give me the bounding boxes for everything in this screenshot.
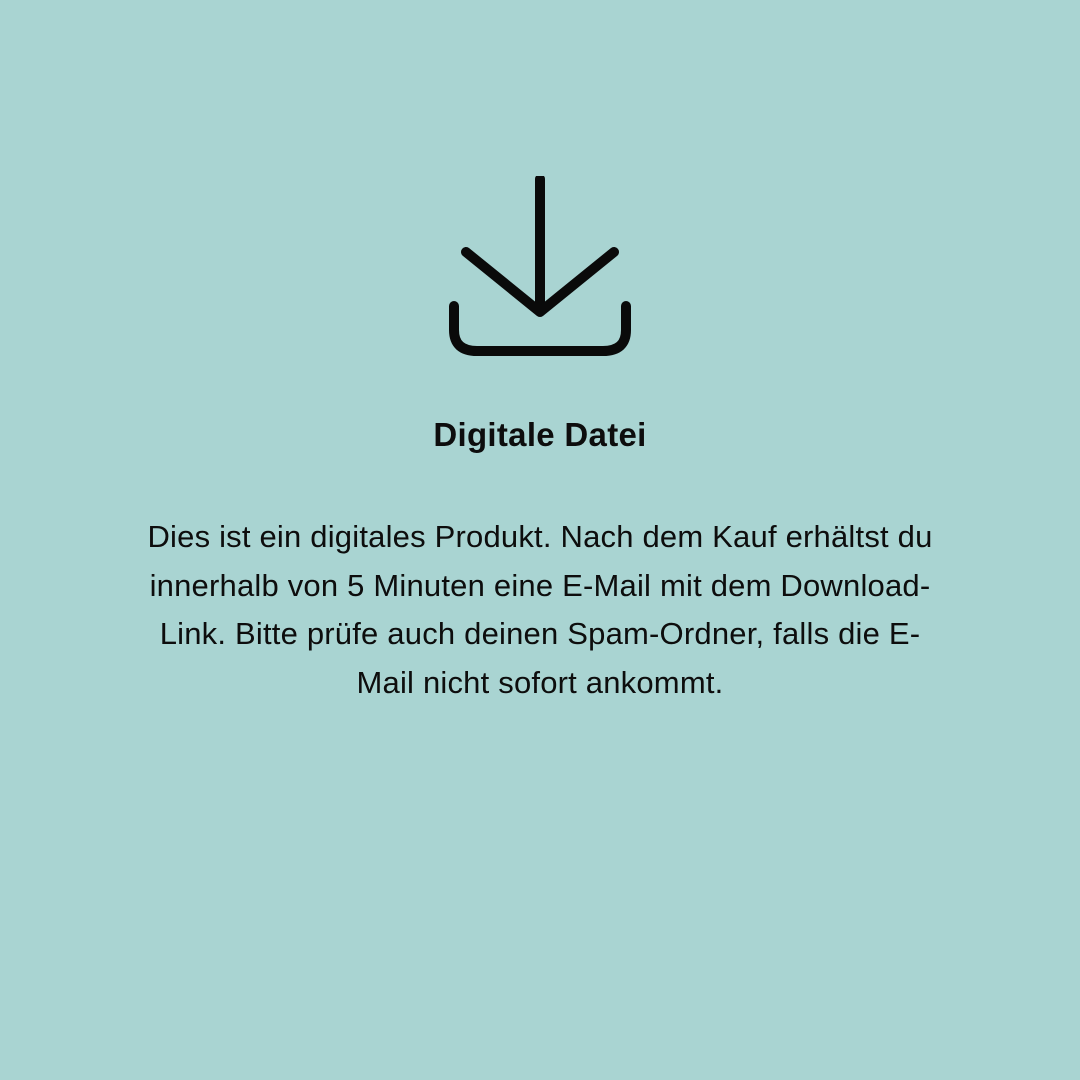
body-line: Mail nicht sofort ankommt. xyxy=(356,664,724,700)
body-line: Link. Bitte prüfe auch deinen Spam-Ordner, falls die E- xyxy=(159,616,921,651)
download-icon-svg xyxy=(449,176,631,358)
card-title: Digitale Datei xyxy=(433,416,647,453)
body-line: innerhalb von 5 Minuten eine E-Mail mit dem Download- xyxy=(149,567,931,603)
body-line: Dies ist ein digitales Produkt. Nach dem Kauf erhältst du xyxy=(147,519,933,554)
card-body xyxy=(147,513,932,707)
download-icon xyxy=(449,176,631,358)
